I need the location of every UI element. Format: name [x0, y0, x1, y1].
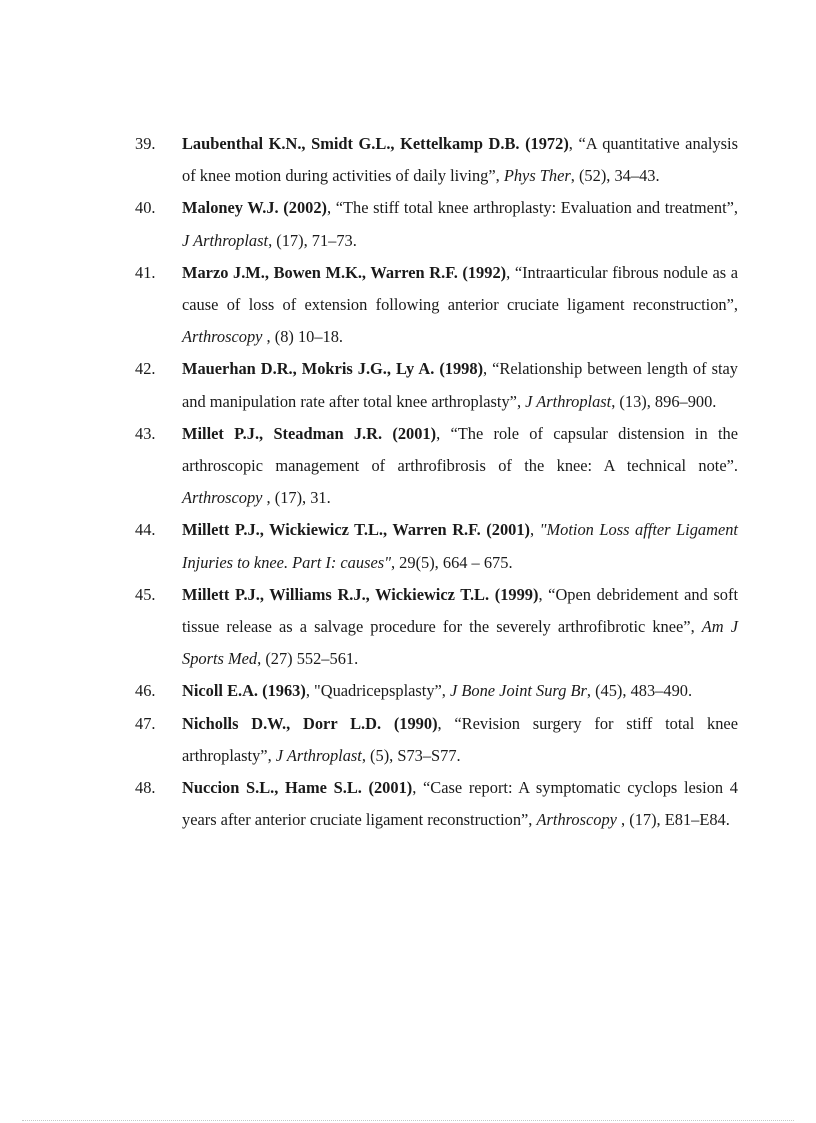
reference-year: (2001): [368, 778, 413, 798]
reference-title: “The role of capsular distension in the arthroscopic management of arthrofibrosis of the knee: A technical note”.: [182, 423, 738, 476]
reference-number: 45.: [135, 584, 156, 604]
reference-journal: J Arthroplast: [182, 230, 269, 250]
reference-separator: ,: [436, 423, 451, 443]
reference-details: , 29(5), 664 – 675.: [390, 552, 513, 572]
reference-journal: Am J Sports Med: [182, 617, 738, 669]
reference-number: 42.: [135, 359, 156, 379]
reference-details: , (8) 10–18.: [262, 327, 344, 347]
reference-journal: "Motion Loss affter Ligament Injuries to knee. Part I: causes": [182, 520, 738, 572]
reference-body: [182, 675, 738, 707]
reference-number: 43.: [135, 423, 156, 443]
reference-body: [182, 257, 738, 354]
reference-title: “The stiff total knee arthroplasty: Evaluation and treatment”,: [335, 198, 738, 218]
reference-authors: Marzo J.M., Bowen M.K., Warren R.F.: [182, 262, 458, 282]
reference-title: “Relationship between length of stay and manipulation rate after total knee arthroplasty”,: [182, 359, 738, 411]
reference-separator: ,: [305, 681, 315, 701]
reference-separator: ,: [483, 359, 493, 379]
reference-details: , (17), 31.: [262, 488, 331, 508]
reference-number: 48.: [135, 778, 156, 798]
reference-separator: ,: [538, 584, 549, 604]
reference-year: (1963): [262, 681, 306, 701]
reference-item-45: [135, 579, 738, 676]
reference-details: , (13), 896–900.: [611, 391, 717, 411]
reference-title: “Case report: A symptomatic cyclops lesion 4 years after anterior cruciate ligament reconstruction”,: [182, 778, 738, 830]
reference-separator: ,: [327, 198, 336, 218]
reference-body: [182, 353, 738, 417]
reference-item-42: [135, 353, 738, 417]
reference-year: (2002): [283, 198, 327, 218]
reference-separator: ,: [568, 134, 579, 153]
reference-authors: Nicoll E.A.: [182, 681, 259, 701]
reference-authors: Laubenthal K.N., Smidt G.L., Kettelkamp D.B.: [182, 134, 520, 153]
reference-separator: ,: [506, 262, 515, 282]
reference-item-39: [135, 128, 738, 192]
reference-item-48: [135, 772, 738, 836]
reference-details: , (45), 483–490.: [586, 681, 693, 701]
reference-authors: Nuccion S.L., Hame S.L.: [182, 778, 362, 798]
reference-journal: J Arthroplast: [275, 745, 362, 765]
reference-item-41: [135, 257, 738, 354]
reference-number: 47.: [135, 713, 156, 733]
reference-body: [182, 418, 738, 515]
reference-title: “Revision surgery for stiff total knee arthroplasty”,: [182, 713, 738, 765]
reference-year: (2001): [486, 520, 530, 540]
reference-authors: Millett P.J., Wickiewicz T.L., Warren R.F.: [182, 520, 481, 540]
reference-list: [135, 128, 738, 836]
reference-body: [182, 192, 738, 256]
reference-details: , (52), 34–43.: [570, 166, 660, 186]
reference-details: , (17), E81–E84.: [616, 810, 730, 830]
reference-authors: Maloney W.J.: [182, 198, 279, 218]
reference-authors: Millett P.J., Williams R.J., Wickiewicz T.L.: [182, 584, 490, 604]
reference-body: [182, 772, 738, 836]
reference-body: [182, 514, 738, 578]
reference-item-46: [135, 675, 738, 707]
reference-journal: Arthroscopy: [182, 488, 263, 508]
reference-body: [182, 128, 738, 192]
page-bottom-divider: [22, 1120, 794, 1121]
reference-details: , (27) 552–561.: [257, 649, 359, 669]
reference-authors: Mauerhan D.R., Mokris J.G., Ly A.: [182, 359, 435, 379]
reference-number: 40.: [135, 198, 156, 218]
reference-number: 39.: [135, 134, 156, 153]
reference-number: 46.: [135, 681, 156, 701]
reference-details: , (5), S73–S77.: [361, 745, 461, 765]
reference-journal: Arthroscopy: [536, 810, 617, 830]
reference-year: (1990): [393, 713, 438, 733]
reference-separator: ,: [437, 713, 455, 733]
reference-year: (1998): [439, 359, 484, 379]
reference-body: [182, 708, 738, 772]
reference-item-44: [135, 514, 738, 578]
reference-journal: J Bone Joint Surg Br: [450, 681, 587, 701]
reference-title: “A quantitative analysis of knee motion during activities of daily living”,: [182, 134, 738, 186]
reference-authors: Nicholls D.W., Dorr L.D.: [182, 713, 382, 733]
reference-title: "Quadricepsplasty”,: [314, 681, 446, 701]
reference-journal: Arthroscopy: [182, 327, 263, 347]
reference-year: (1999): [494, 584, 539, 604]
reference-journal: Phys Ther: [503, 166, 571, 186]
reference-authors: Millet P.J., Steadman J.R.: [182, 423, 383, 443]
reference-year: (2001): [392, 423, 437, 443]
reference-item-47: [135, 708, 738, 772]
reference-journal: J Arthroplast: [525, 391, 612, 411]
reference-number: 44.: [135, 520, 156, 540]
reference-item-43: [135, 418, 738, 515]
reference-year: (1992): [462, 262, 507, 282]
reference-number: 41.: [135, 262, 156, 282]
reference-separator: ,: [530, 520, 540, 540]
reference-title: “Intraarticular fibrous nodule as a cause of loss of extension following anterior cruciate ligament reconstruction”,: [182, 262, 738, 315]
reference-year: (1972): [525, 134, 569, 153]
reference-item-40: [135, 192, 738, 256]
reference-body: [182, 579, 738, 676]
reference-separator: ,: [412, 778, 424, 798]
reference-details: , (17), 71–73.: [268, 230, 357, 250]
reference-title: “Open debridement and soft tissue release as a salvage procedure for the severely arthrofibrotic knee”,: [182, 584, 739, 637]
